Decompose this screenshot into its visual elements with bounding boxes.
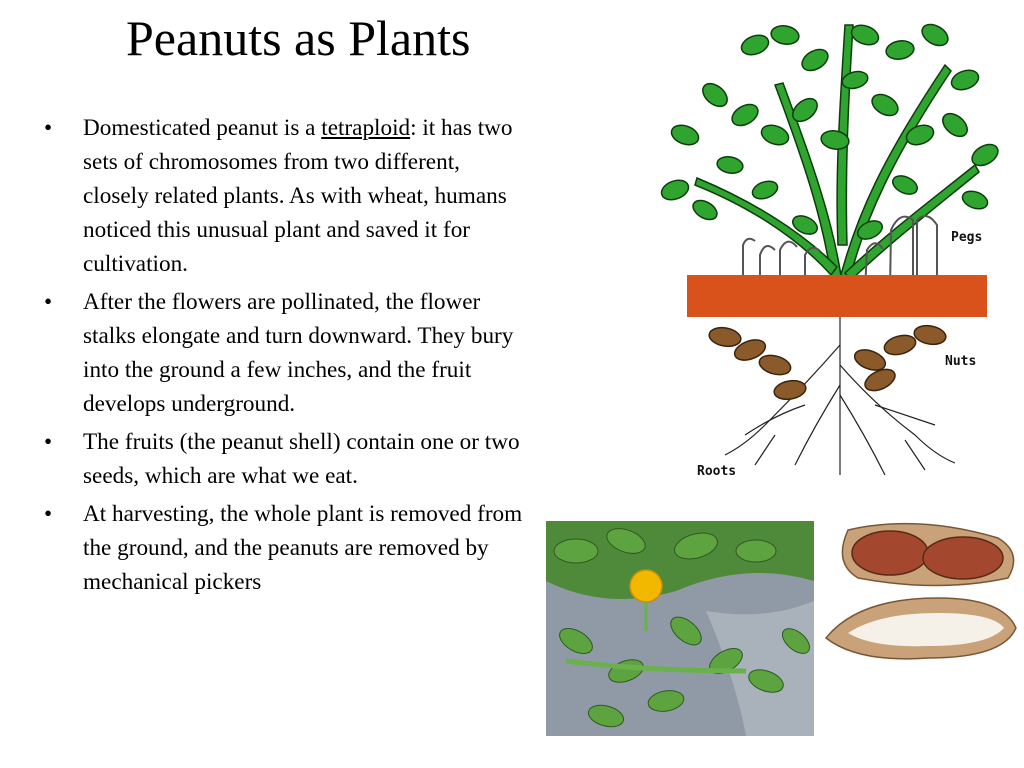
bullet-item xyxy=(44,497,530,599)
peanut-plant-diagram xyxy=(655,5,1007,483)
bullet-glyph: • xyxy=(44,429,53,455)
nuts xyxy=(708,323,948,401)
label-roots: Roots xyxy=(697,464,737,479)
bullet-text: Domesticated peanut is a xyxy=(83,115,322,141)
bullet-text: After the flowers are pollinated, the flower stalks elongate and turn downward. They bury into the ground a few inches, and the fruit develops underground. xyxy=(83,289,514,417)
bullet-text: : it has two sets of chromosomes from two different, closely related plants. As with wheat, humans noticed this unusual plant and saved it for cultivation. xyxy=(83,115,513,277)
bullet-glyph: • xyxy=(44,501,53,527)
slide-title: Peanuts as Plants xyxy=(126,10,471,66)
soil-band xyxy=(687,275,987,317)
bullet-item xyxy=(44,111,530,281)
bullet-item xyxy=(44,425,530,493)
label-pegs: Pegs xyxy=(951,230,983,245)
bullet-text: At harvesting, the whole plant is removed from the ground, and the peanuts are removed by mechanical pickers xyxy=(83,501,523,595)
peanut-plant-photo xyxy=(546,521,814,736)
bullet-glyph: • xyxy=(44,289,53,315)
bullet-text: The fruits (the peanut shell) contain one or two seeds, which are what we eat. xyxy=(83,429,520,489)
term-tetraploid[interactable]: tetraploid xyxy=(321,115,411,141)
label-nuts: Nuts xyxy=(945,354,977,369)
bullet-glyph: • xyxy=(44,115,53,141)
bullet-list xyxy=(44,111,530,603)
bullet-item xyxy=(44,285,530,421)
peanut-shell-photo xyxy=(818,518,1024,668)
leaves xyxy=(659,20,1002,243)
